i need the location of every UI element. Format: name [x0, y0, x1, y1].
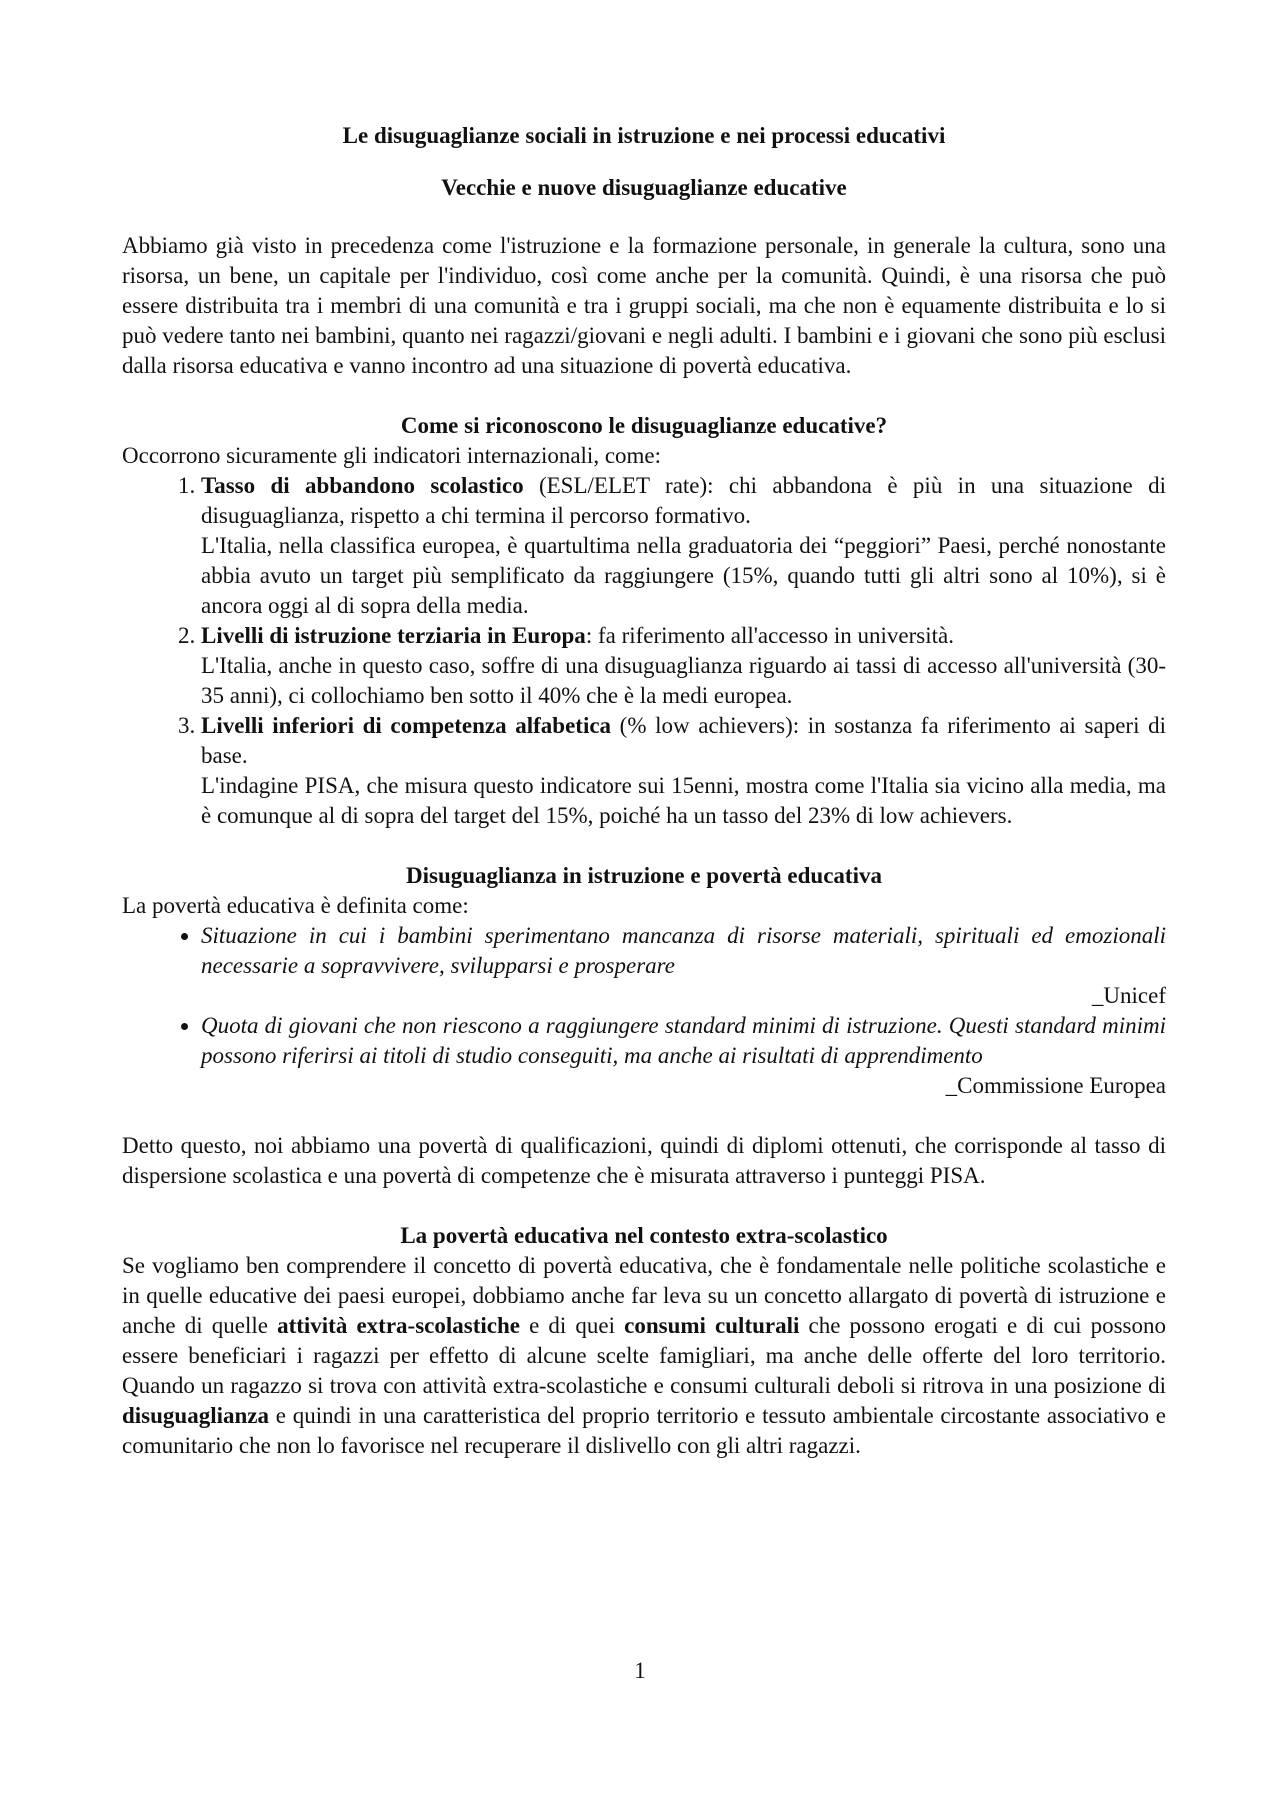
definition-text: Situazione in cui i bambini sperimentano mancanza di risorse materiali, spirituali ed emozionali necessarie a sopravvivere, svilupparsi e prosperare: [201, 923, 1166, 978]
indicator-note: L'Italia, anche in questo caso, soffre di una disuguaglianza riguardo ai tassi di accesso all'università (30-35 anni), ci collochiamo ben sotto il 40% che è la medi europea.: [201, 653, 1166, 708]
list-item: [201, 921, 1166, 1011]
indicator-note: L'Italia, nella classifica europea, è quartultima nella graduatoria dei “peggiori” Paesi, perché nonostante abbia avuto un target più semplificato da raggiungere (15%, quando tutti gli altri sono al 10%), si è ancora oggi al di sopra della media.: [201, 533, 1166, 618]
list-item: [201, 1011, 1166, 1101]
poverty-closing-paragraph: Detto questo, noi abbiamo una povertà di qualificazioni, quindi di diplomi ottenuti, che corrisponde al tasso di dispersione scolastica e una povertà di competenze che è misurata attraverso i punteggi PISA.: [122, 1133, 1166, 1188]
indicator-desc: (% low achievers): in sostanza fa riferimento ai saperi di base.: [201, 713, 1166, 768]
section-heading-extracurricular: La povertà educativa nel contesto extra-scolastico: [400, 1223, 888, 1248]
indicator-term: Livelli di istruzione terziaria in Europa: [201, 623, 586, 648]
emphasis-text: attività extra-scolastiche: [277, 1313, 520, 1338]
list-item: [201, 711, 1166, 831]
definition-text: Quota di giovani che non riescono a raggiungere standard minimi di istruzione. Questi standard minimi possono riferirsi ai titoli di studio conseguiti, ma anche ai risultati di apprendimento: [201, 1013, 1166, 1068]
document-subtitle: Vecchie e nuove disuguaglianze educative: [441, 175, 847, 200]
indicators-lead: Occorrono sicuramente gli indicatori internazionali, come:: [122, 443, 662, 468]
indicator-term: Tasso di abbandono scolastico: [201, 473, 524, 498]
indicator-desc: (ESL/ELET rate): chi abbandona è più in una situazione di disuguaglianza, rispetto a chi termina il percorso formativo.: [201, 473, 1166, 528]
poverty-lead: La povertà educativa è definita come:: [122, 893, 469, 918]
indicator-term: Livelli inferiori di competenza alfabetica: [201, 713, 612, 738]
paragraph-text: e di quei: [519, 1313, 625, 1338]
paragraph-text: Se vogliamo ben comprendere il concetto di povertà educativa, che è fondamentale nelle politiche scolastiche e in quelle educative dei paesi europei, dobbiamo anche far leva su un concetto allargato di povertà di istruzione e anche di quelle: [122, 1253, 1166, 1338]
indicators-list: [122, 471, 1166, 831]
emphasis-text: disuguaglianza: [122, 1403, 269, 1428]
section-heading-indicators: Come si riconoscono le disuguaglianze educative?: [400, 413, 888, 438]
indicator-desc: : fa riferimento all'accesso in università.: [585, 623, 954, 648]
document-body: [122, 121, 1166, 1461]
indicator-note: L'indagine PISA, che misura questo indicatore sui 15enni, mostra come l'Italia sia vicino alla media, ma è comunque al di sopra del target del 15%, poiché ha un tasso del 23% di low achievers.: [201, 773, 1166, 828]
section-heading-poverty: Disuguaglianza in istruzione e povertà educativa: [406, 863, 882, 888]
paragraph-text: e quindi in una caratteristica del proprio territorio e tessuto ambientale circostante associativo e comunitario che non lo favorisce nel recuperare il dislivello con gli altri ragazzi.: [122, 1403, 1166, 1458]
definition-source: _Commissione Europea: [945, 1073, 1166, 1098]
definition-source: _Unicef: [1091, 983, 1166, 1008]
intro-paragraph: Abbiamo già visto in precedenza come l'istruzione e la formazione personale, in generale la cultura, sono una risorsa, un bene, un capitale per l'individuo, così come anche per la comunità. Quindi, è una risorsa che può essere distribuita tra i membri di una comunità e tra i gruppi sociali, ma che non è equamente distribuita e lo si può vedere tanto nei bambini, quanto nei ragazzi/giovani e negli adulti. I bambini e i giovani che sono più esclusi dalla risorsa educativa e vanno incontro ad una situazione di povertà educativa.: [122, 233, 1166, 378]
page-number: 1: [634, 1658, 646, 1683]
emphasis-text: consumi culturali: [624, 1313, 800, 1338]
list-item: [201, 471, 1166, 621]
definitions-list: [122, 921, 1166, 1101]
extracurricular-paragraph: [122, 1251, 1166, 1461]
document-title: Le disuguaglianze sociali in istruzione e nei processi educativi: [342, 123, 946, 148]
list-item: [201, 621, 1166, 711]
paragraph-text: che possono erogati e di cui possono essere beneficiari i ragazzi per effetto di alcune scelte famigliari, ma anche delle offerte del loro territorio. Quando un ragazzo si trova con attività extra-scolastiche e consumi culturali deboli si ritrova in una posizione di: [122, 1313, 1166, 1398]
